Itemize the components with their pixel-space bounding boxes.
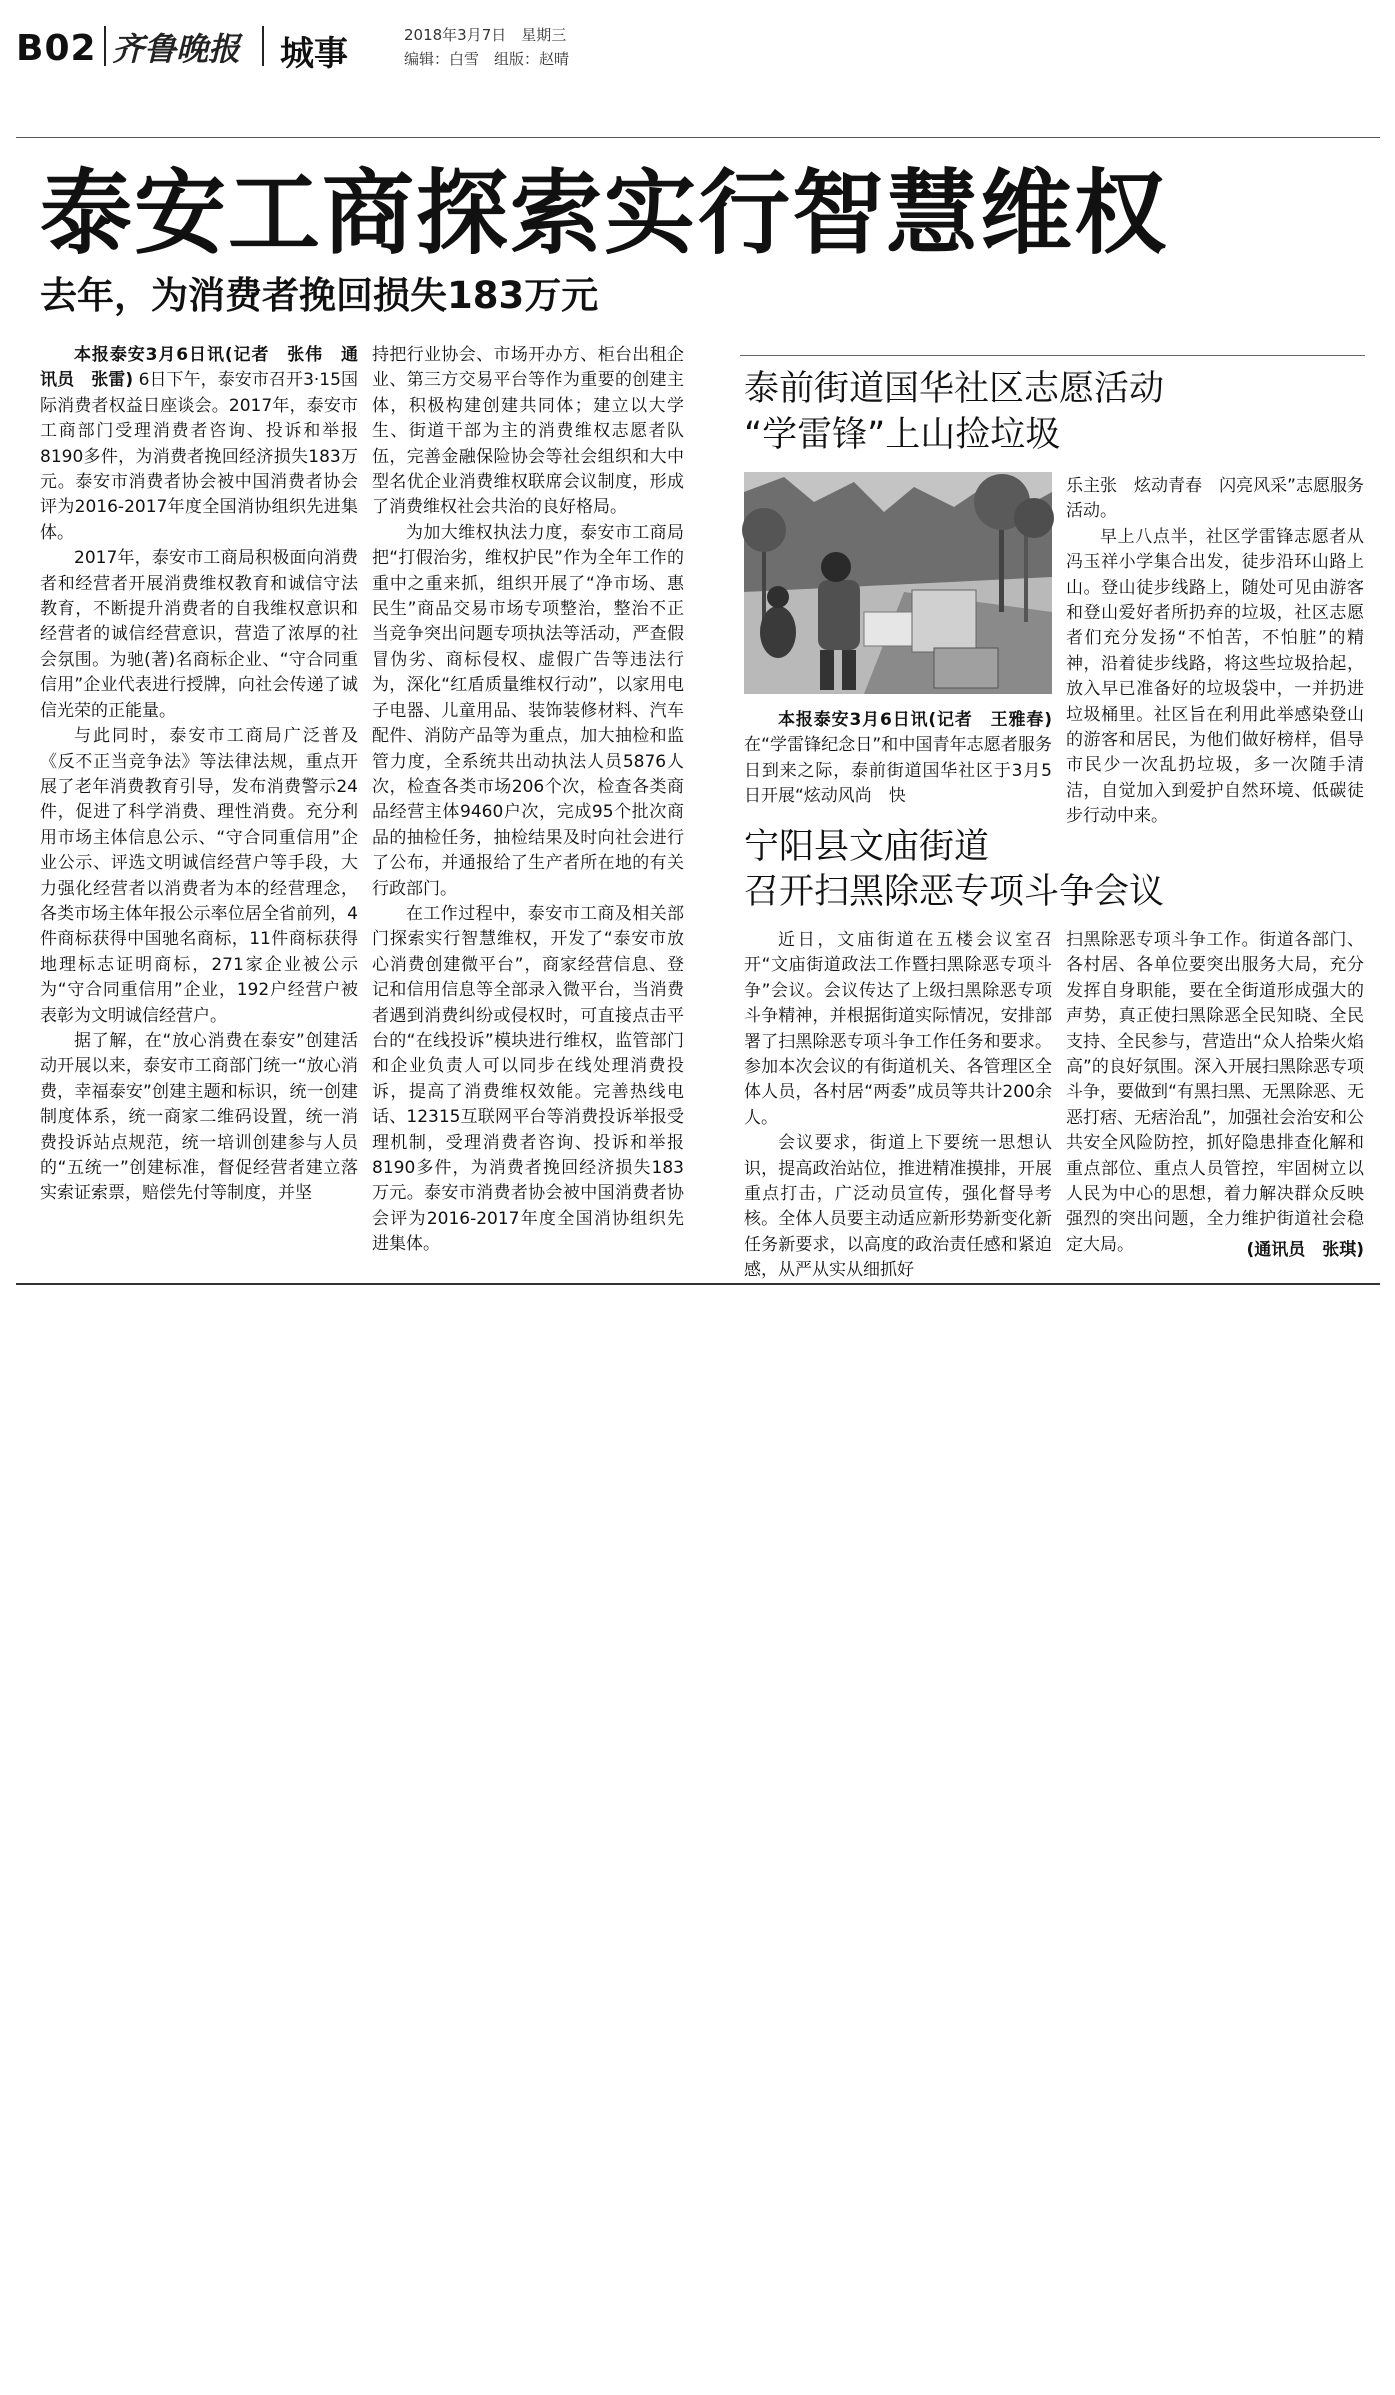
article2-headline-line2: “学雷锋”上山捡垃圾 <box>744 415 1061 455</box>
article-paragraph: 2017年，泰安市工商局积极面向消费者和经营者开展消费维权教育和诚信守法教育，不断提升消费者的自我维权意识和经营者的诚信经营意识，营造了浓厚的社会氛围。为驰(著)名商标企业、“守合同重信用”企业代表进行授牌，向社会传递了诚信光荣的正能量。 <box>40 548 358 721</box>
article-paragraph: 早上八点半，社区学雷锋志愿者从冯玉祥小学集合出发，徒步沿环山路上山。登山徒步线路上，随处可见由游客和登山爱好者所扔弃的垃圾，社区志愿者们充分发扬“不怕苦，不怕脏”的精神，沿着徒步线路，将这些垃圾拾起，放入早已准备好的垃圾袋中，一并扔进垃圾桶里。社区旨在利用此举感染登山的游客和居民，为他们做好榜样，倡导市民少一次乱扔垃圾，多一次随手清洁，自觉加入到爱护自然环境、低碳徒步行动中来。 <box>1066 526 1364 827</box>
dateline: 本报泰安3月6日讯(记者 张伟 通讯员 张雷) <box>40 345 358 391</box>
main-headline: 泰安工商探索实行智慧维权 <box>40 160 1169 267</box>
page-number: B02 <box>16 28 97 69</box>
editor-credits: 编辑：白雪 组版：赵晴 <box>404 50 570 68</box>
article-paragraph: 会议要求，街道上下要统一思想认识，提高政治站位，推进精准摸排，开展重点打击，广泛动员宣传，强化督导考核。全体人员要主动适应新形势新变化新任务新要求，以高度的政治责任感和紧迫感，从严从实从细抓好 <box>744 1133 1052 1281</box>
article2-column-2 <box>1066 474 1364 827</box>
main-article-column-1 <box>40 343 358 1398</box>
article2-column-1 <box>744 708 1052 808</box>
article3-byline: (通讯员 张琪) <box>1246 1240 1364 1260</box>
paragraph-text: 6日下午，泰安市召开3·15国际消费者权益日座谈会。2017年，泰安市工商部门受理消费者咨询、投诉和举报8190多件，为消费者挽回经济损失183万元。泰安市消费者协会被中国消费者协会评为2016-2017年度全国消协组织先进集体。 <box>40 370 358 543</box>
header-rule <box>16 137 1380 138</box>
main-subheadline: 去年，为消费者挽回损失183万元 <box>40 274 599 317</box>
header-divider <box>104 26 106 66</box>
article3-headline-line1: 宁阳县文庙街道 <box>744 827 990 867</box>
article-paragraph: 与此同时，泰安市工商局广泛普及《反不正当竞争法》等法律法规，重点开展了老年消费教育引导，发布消费警示24件，促进了科学消费、理性消费。充分利用市场主体信息公示、“守合同重信用”企业公示、评选文明诚信经营户等手段，大力强化经营者以消费者为本的经营理念，各类市场主体年报公示率位居全省前列，4件商标获得中国驰名商标，11件商标获得地理标志证明商标，271家企业被公示为“守合同重信用”企业，192户经营户被表彰为文明诚信经营户。 <box>40 726 358 1026</box>
paragraph-text: 在“学雷锋纪念日”和中国青年志愿者服务日到来之际，泰前街道国华社区于3月5日开展“炫动风尚 快 <box>744 735 1052 807</box>
volunteers-photo <box>744 472 1052 694</box>
article-paragraph: 扫黑除恶专项斗争工作。街道各部门、各村居、各单位要突出服务大局，充分发挥自身职能，要在全街道形成强大的声势，真正使扫黑除恶全民知晓、全民支持、全民参与，营造出“众人拾柴火焰高”的良好氛围。深入开展扫黑除恶专项斗争，要做到“有黑扫黑、无黑除恶、无恶打痞、无痞治乱”，加强社会治安和公共安全风险防控，抓好隐患排查化解和重点部位、重点人员管控，牢固树立以人民为中心的思想，着力解决群众反映强烈的突出问题，全力维护街道社会稳定大局。 <box>1066 930 1364 1255</box>
article-paragraph <box>40 343 358 546</box>
article-paragraph: 近日，文庙街道在五楼会议室召开“文庙街道政法工作暨扫黑除恶专项斗争”会议。会议传达了上级扫黑除恶专项斗争精神，并根据街道实际情况，安排部署了扫黑除恶专项斗争工作任务和要求。参加本次会议的有街道机关、各管理区全体人员，各村居“两委”成员等共计200余人。 <box>744 930 1052 1128</box>
article-paragraph: 在工作过程中，泰安市工商及相关部门探索实行智慧维权，开发了“泰安市放心消费创建微平台”，商家经营信息、登记和信用信息等全部录入微平台，当消费者遇到消费纠纷或侵权时，可直接点击平台的“在线投诉”模块进行维权，监管部门和企业负责人可以同步在线处理消费投诉，提高了消费维权效能。完善热线电话、12315互联网平台等消费投诉举报受理机制，受理消费者咨询、投诉和举报8190多件，为消费者挽回经济损失183万元。泰安市消费者协会被中国消费者协会评为2016-2017年度全国消协组织先进集体。 <box>372 903 684 1255</box>
article-paragraph: 据了解，在“放心消费在泰安”创建活动开展以来，泰安市工商部门统一“放心消费，幸福泰安”创建主题和标识，统一创建制度体系，统一商家二维码设置，统一消费投诉站点规范，统一培训创建参与人员的“五统一”创建标准，督促经营者建立落实索证索票，赔偿先付等制度，并坚 <box>40 1030 358 1204</box>
section-name: 城事 <box>280 34 348 74</box>
article-paragraph: 乐主张 炫动青春 闪亮风采”志愿服务活动。 <box>1066 476 1364 522</box>
article2-headline-line1: 泰前街道国华社区志愿活动 <box>744 369 1165 409</box>
article-paragraph: 为加大维权执法力度，泰安市工商局把“打假治劣，维权护民”作为全年工作的重中之重来抓，组织开展了“净市场、惠民生”商品交易市场专项整治，整治不正当竞争突出问题专项执法等活动，严查假冒伪劣、商标侵权、虚假广告等违法行为，深化“红盾质量维权行动”，以家用电子电器、儿童用品、装饰装修材料、汽车配件、消防产品等为重点，加大抽检和监管力度，全系统共出动执法人员5876人次，检查各类市场206个次，检查各类商品经营主体9460户次，完成95个批次商品的抽检任务，抽检结果及时向社会进行了公布，并通报给了生产者所在地的有关行政部门。 <box>372 522 684 899</box>
article-paragraph <box>744 708 1052 810</box>
header-divider <box>262 26 264 66</box>
article3-headline-line2: 召开扫黑除恶专项斗争会议 <box>744 872 1165 912</box>
page-bottom-rule <box>16 1283 1380 1285</box>
main-article-column-2 <box>372 343 684 1398</box>
article-paragraph: 持把行业协会、市场开办方、柜台出租企业、第三方交易平台等作为重要的创建主体，积极构建创建共同体；建立以大学生、街道干部为主的消费维权志愿者队伍，完善金融保险协会等社会组织和大中型名优企业消费维权联席会议制度，形成了消费维权社会共治的良好格局。 <box>372 345 684 518</box>
dateline: 本报泰安3月6日讯(记者 王雅春) <box>778 710 1052 730</box>
masthead-logo: 齐鲁晚报 <box>112 30 241 68</box>
issue-date: 2018年3月7日 星期三 <box>404 26 567 44</box>
photo-illustration <box>744 472 1052 694</box>
article3-column-2 <box>1066 928 1364 1273</box>
article3-column-1 <box>744 928 1052 1281</box>
section-rule <box>740 355 1365 356</box>
